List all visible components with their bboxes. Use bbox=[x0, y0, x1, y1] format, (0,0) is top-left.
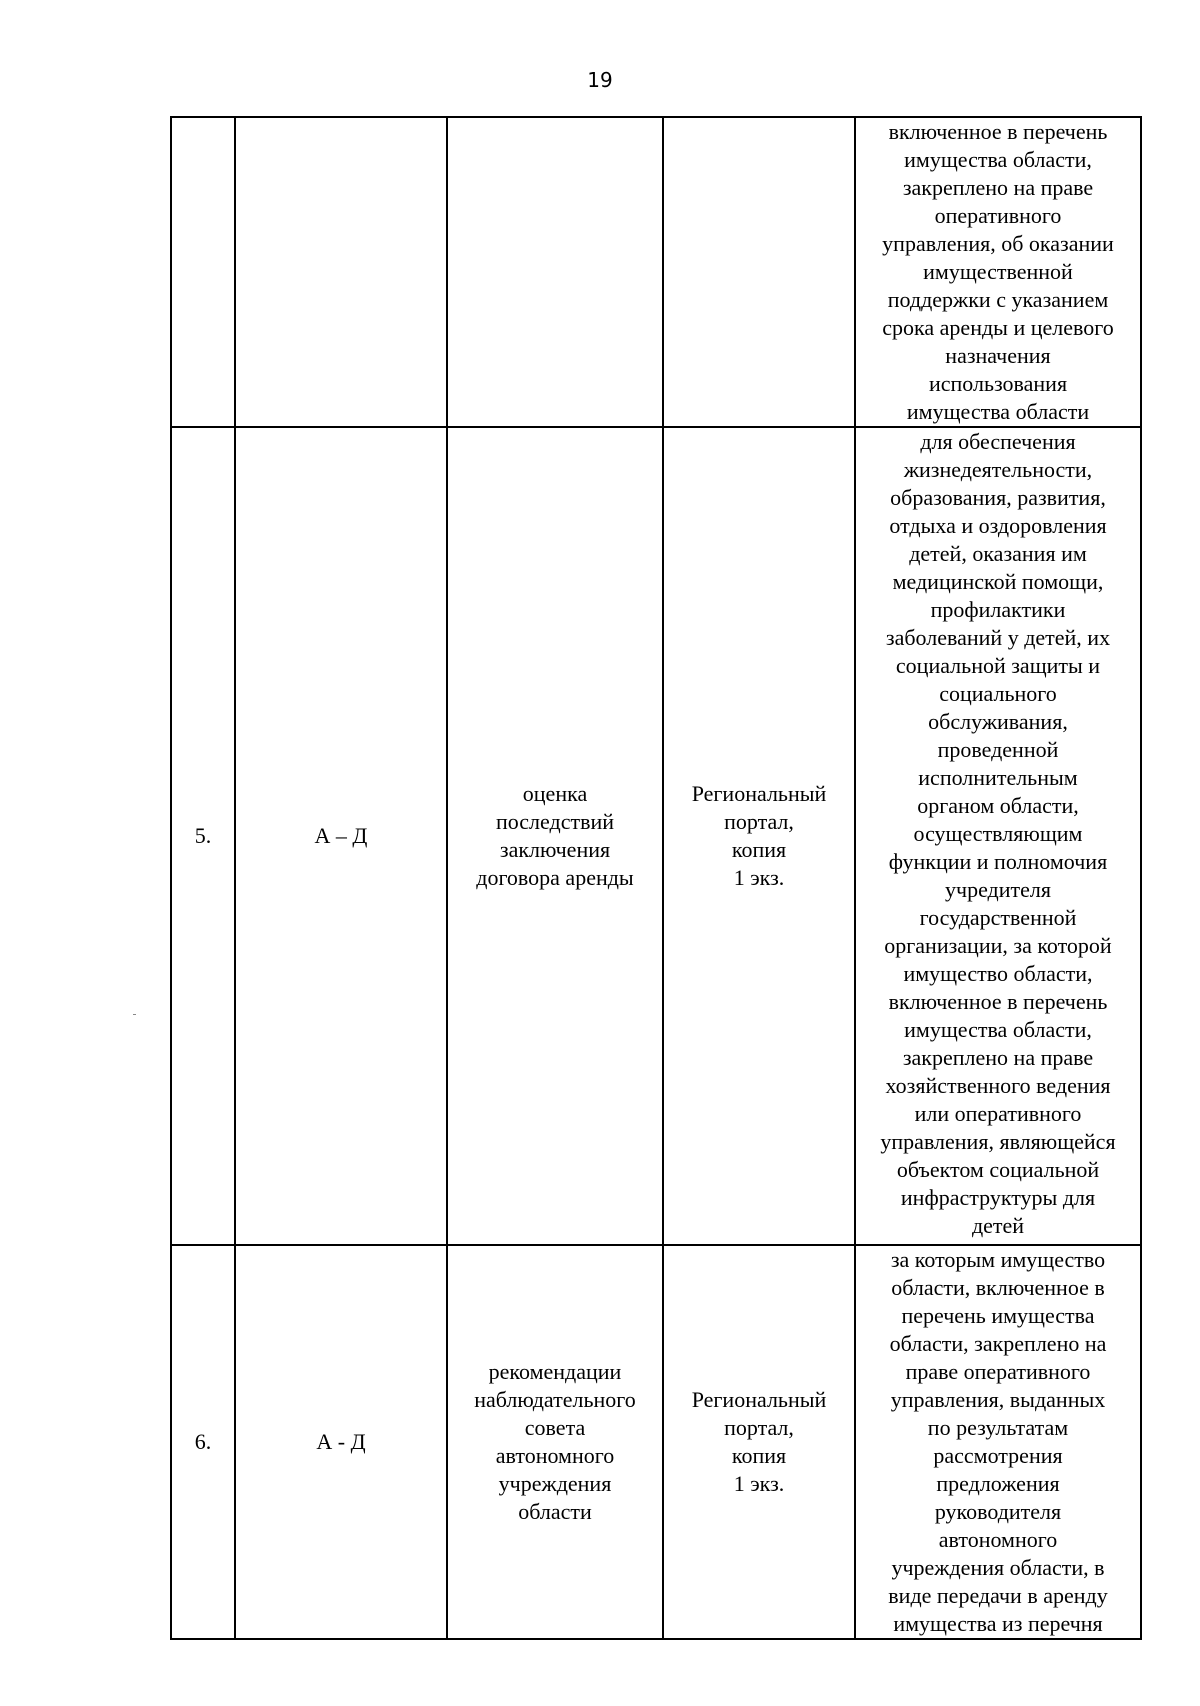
row-number-cell: 5. bbox=[171, 427, 235, 1245]
row-description-cell: для обеспечения жизнедеятельности, образования, развития, отдыха и оздоровления детей, оказания им медицинской помощи, профилактики заболеваний у детей, их социальной защиты и социального обслуживания, проведенной исполнительным органом области, осуществляющим функции и полномочия учредителя государственной организации, за которой имущество области, включенное в перечень имущества области, закреплено на праве хозяйственного ведения или оперативного управления, являющейся объектом социальной инфраструктуры для детей bbox=[855, 427, 1141, 1245]
table-row bbox=[171, 427, 1141, 1245]
row-description-cell: за которым имущество области, включенное в перечень имущества области, закреплено на праве оперативного управления, выданных по результатам рассмотрения предложения руководителя автономного учреждения области, в виде передачи в аренду имущества из перечня bbox=[855, 1245, 1141, 1639]
row-document-cell bbox=[447, 117, 663, 427]
row-document-cell: рекомендации наблюдательного совета автономного учреждения области bbox=[447, 1245, 663, 1639]
table-row bbox=[171, 1245, 1141, 1639]
row-source-cell: Региональный портал, копия 1 экз. bbox=[663, 1245, 855, 1639]
row-description-cell: включенное в перечень имущества области, закреплено на праве оперативного управления, об оказании имущественной поддержки с указанием срока аренды и целевого назначения использования имущества области bbox=[855, 117, 1141, 427]
row-source-cell: Региональный портал, копия 1 экз. bbox=[663, 427, 855, 1245]
row-source-cell bbox=[663, 117, 855, 427]
row-code-cell: А – Д bbox=[235, 427, 447, 1245]
table-row bbox=[171, 117, 1141, 427]
row-number-cell bbox=[171, 117, 235, 427]
scan-artifact bbox=[133, 1014, 136, 1015]
document-table bbox=[170, 116, 1142, 1640]
row-code-cell: А - Д bbox=[235, 1245, 447, 1639]
row-code-cell bbox=[235, 117, 447, 427]
row-document-cell: оценка последствий заключения договора аренды bbox=[447, 427, 663, 1245]
row-number-cell: 6. bbox=[171, 1245, 235, 1639]
page-number: 19 bbox=[587, 68, 613, 92]
